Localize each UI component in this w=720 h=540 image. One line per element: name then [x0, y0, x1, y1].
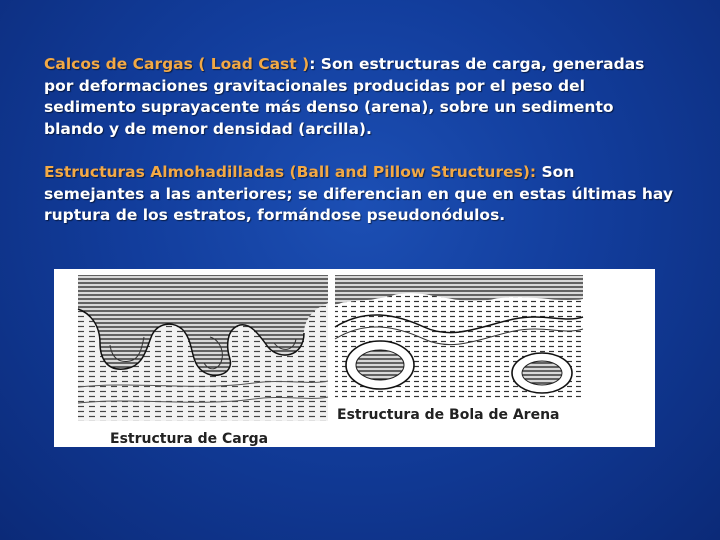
definition-ball-pillow: Son semejantes a las anteriores; se diferencian en que en estas últimas hay ruptura de los estratos, formándose pseudonódulos.	[44, 163, 673, 224]
ball-pillow-diagram	[335, 275, 583, 423]
caption-ball-pillow: Estructura de Bola de Arena	[337, 407, 560, 423]
term-load-cast: Calcos de Cargas ( Load Cast )	[44, 55, 310, 73]
paragraph-ball-pillow	[44, 162, 674, 227]
load-cast-diagram	[78, 275, 328, 447]
term-ball-pillow: Estructuras Almohadilladas (Ball and Pillow Structures):	[44, 163, 537, 181]
definition-load-cast: : Son estructuras de carga, generadas por deformaciones gravitacionales producidas por el peso del sedimento suprayacente más denso (arena), sobre un sedimento blando y de menor densidad (arcilla).	[44, 55, 645, 138]
caption-load-cast: Estructura de Carga	[110, 431, 269, 447]
sediment-structures-figure	[54, 269, 655, 447]
paragraph-load-cast	[44, 54, 674, 140]
sediment-structures-illustration	[54, 269, 655, 447]
